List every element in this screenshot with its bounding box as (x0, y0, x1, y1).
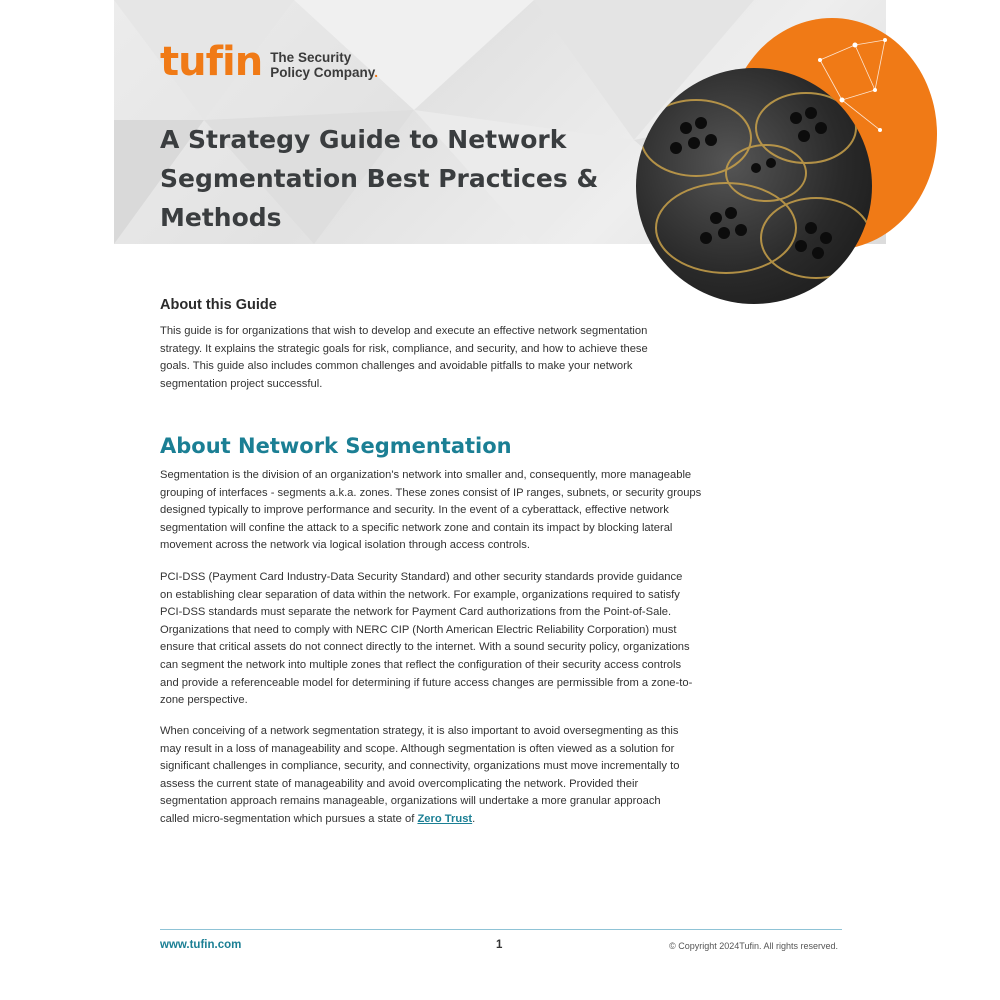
chess-pieces-photo (636, 68, 872, 304)
segmentation-paragraph-2: PCI-DSS (Payment Card Industry-Data Security Standard) and other security standards provide guidance on establishing clear separation of data within the network. For example, organizations required to satisfy PCI-DSS standards must separate the network for Payment Card authorizations from the Point-of-Sale. Organizations that need to comply with NERC CIP (North American Electric Reliability Corporation) must ensure that critical assets do not connect directly to the internet. With a sound security policy, organizations can segment the network into multiple zones that reflect the configuration of their security access controls and provide a referenceable model for determining if future access changes are permissible from a zone-to-zone perspective. (160, 571, 693, 707)
segmentation-paragraph-3 (160, 723, 690, 829)
segmentation-paragraph-1: Segmentation is the division of an organization's network into smaller and, consequently, more manageable grouping of interfaces - segments a.k.a. zones. These zones consist of IP ranges, subnets, or security groups designed typically to improve performance and security. In the event of a cyberattack, effective network segmentation will confine the attack to a specific network zone and contain its impact by blocking lateral movement across the network via logical isolation through access controls. (160, 469, 702, 552)
tagline-line1: The Security (270, 50, 352, 65)
chess-board-image (636, 68, 872, 304)
about-segmentation-heading: About Network Segmentation (160, 434, 512, 458)
footer-website-link[interactable]: www.tufin.com (160, 939, 242, 951)
logo-tagline (270, 50, 378, 80)
page-title: A Strategy Guide to Network Segmentation Best Practices & Methods (160, 125, 599, 232)
tufin-logo (160, 39, 378, 85)
about-guide-heading: About this Guide (160, 297, 277, 313)
paragraph-3-text: When conceiving of a network segmentation strategy, it is also important to avoid oversegmenting as this may result in a loss of manageability and scope. Although segmentation is often viewed as a solution for significant challenges in compliance, security, and connectivity, organizations must move incrementally to assess the current state of manageability and avoid overcomplicating the network. Provided their segmentation approach remains manageable, organizations will undertake a more granular approach called micro-segmentation which pursues a state of (160, 725, 680, 825)
paragraph-3-end: . (472, 812, 476, 825)
copyright-text: © Copyright 2024Tufin. All rights reserved. (669, 941, 838, 951)
zero-trust-link[interactable]: Zero Trust (417, 812, 473, 825)
about-guide-body: This guide is for organizations that wish to develop and execute an effective network segmentation strategy. It explains the strategic goals for risk, compliance, and security, and how to achieve these goals. This guide also includes common challenges and avoidable pitfalls to make your network segmentation project successful. (160, 325, 648, 390)
logo-wordmark: tufin (160, 39, 263, 85)
tagline-dot: . (374, 65, 378, 80)
page-number: 1 (496, 939, 503, 951)
footer-divider (160, 929, 842, 930)
tagline-line2: Policy Company (270, 65, 375, 80)
